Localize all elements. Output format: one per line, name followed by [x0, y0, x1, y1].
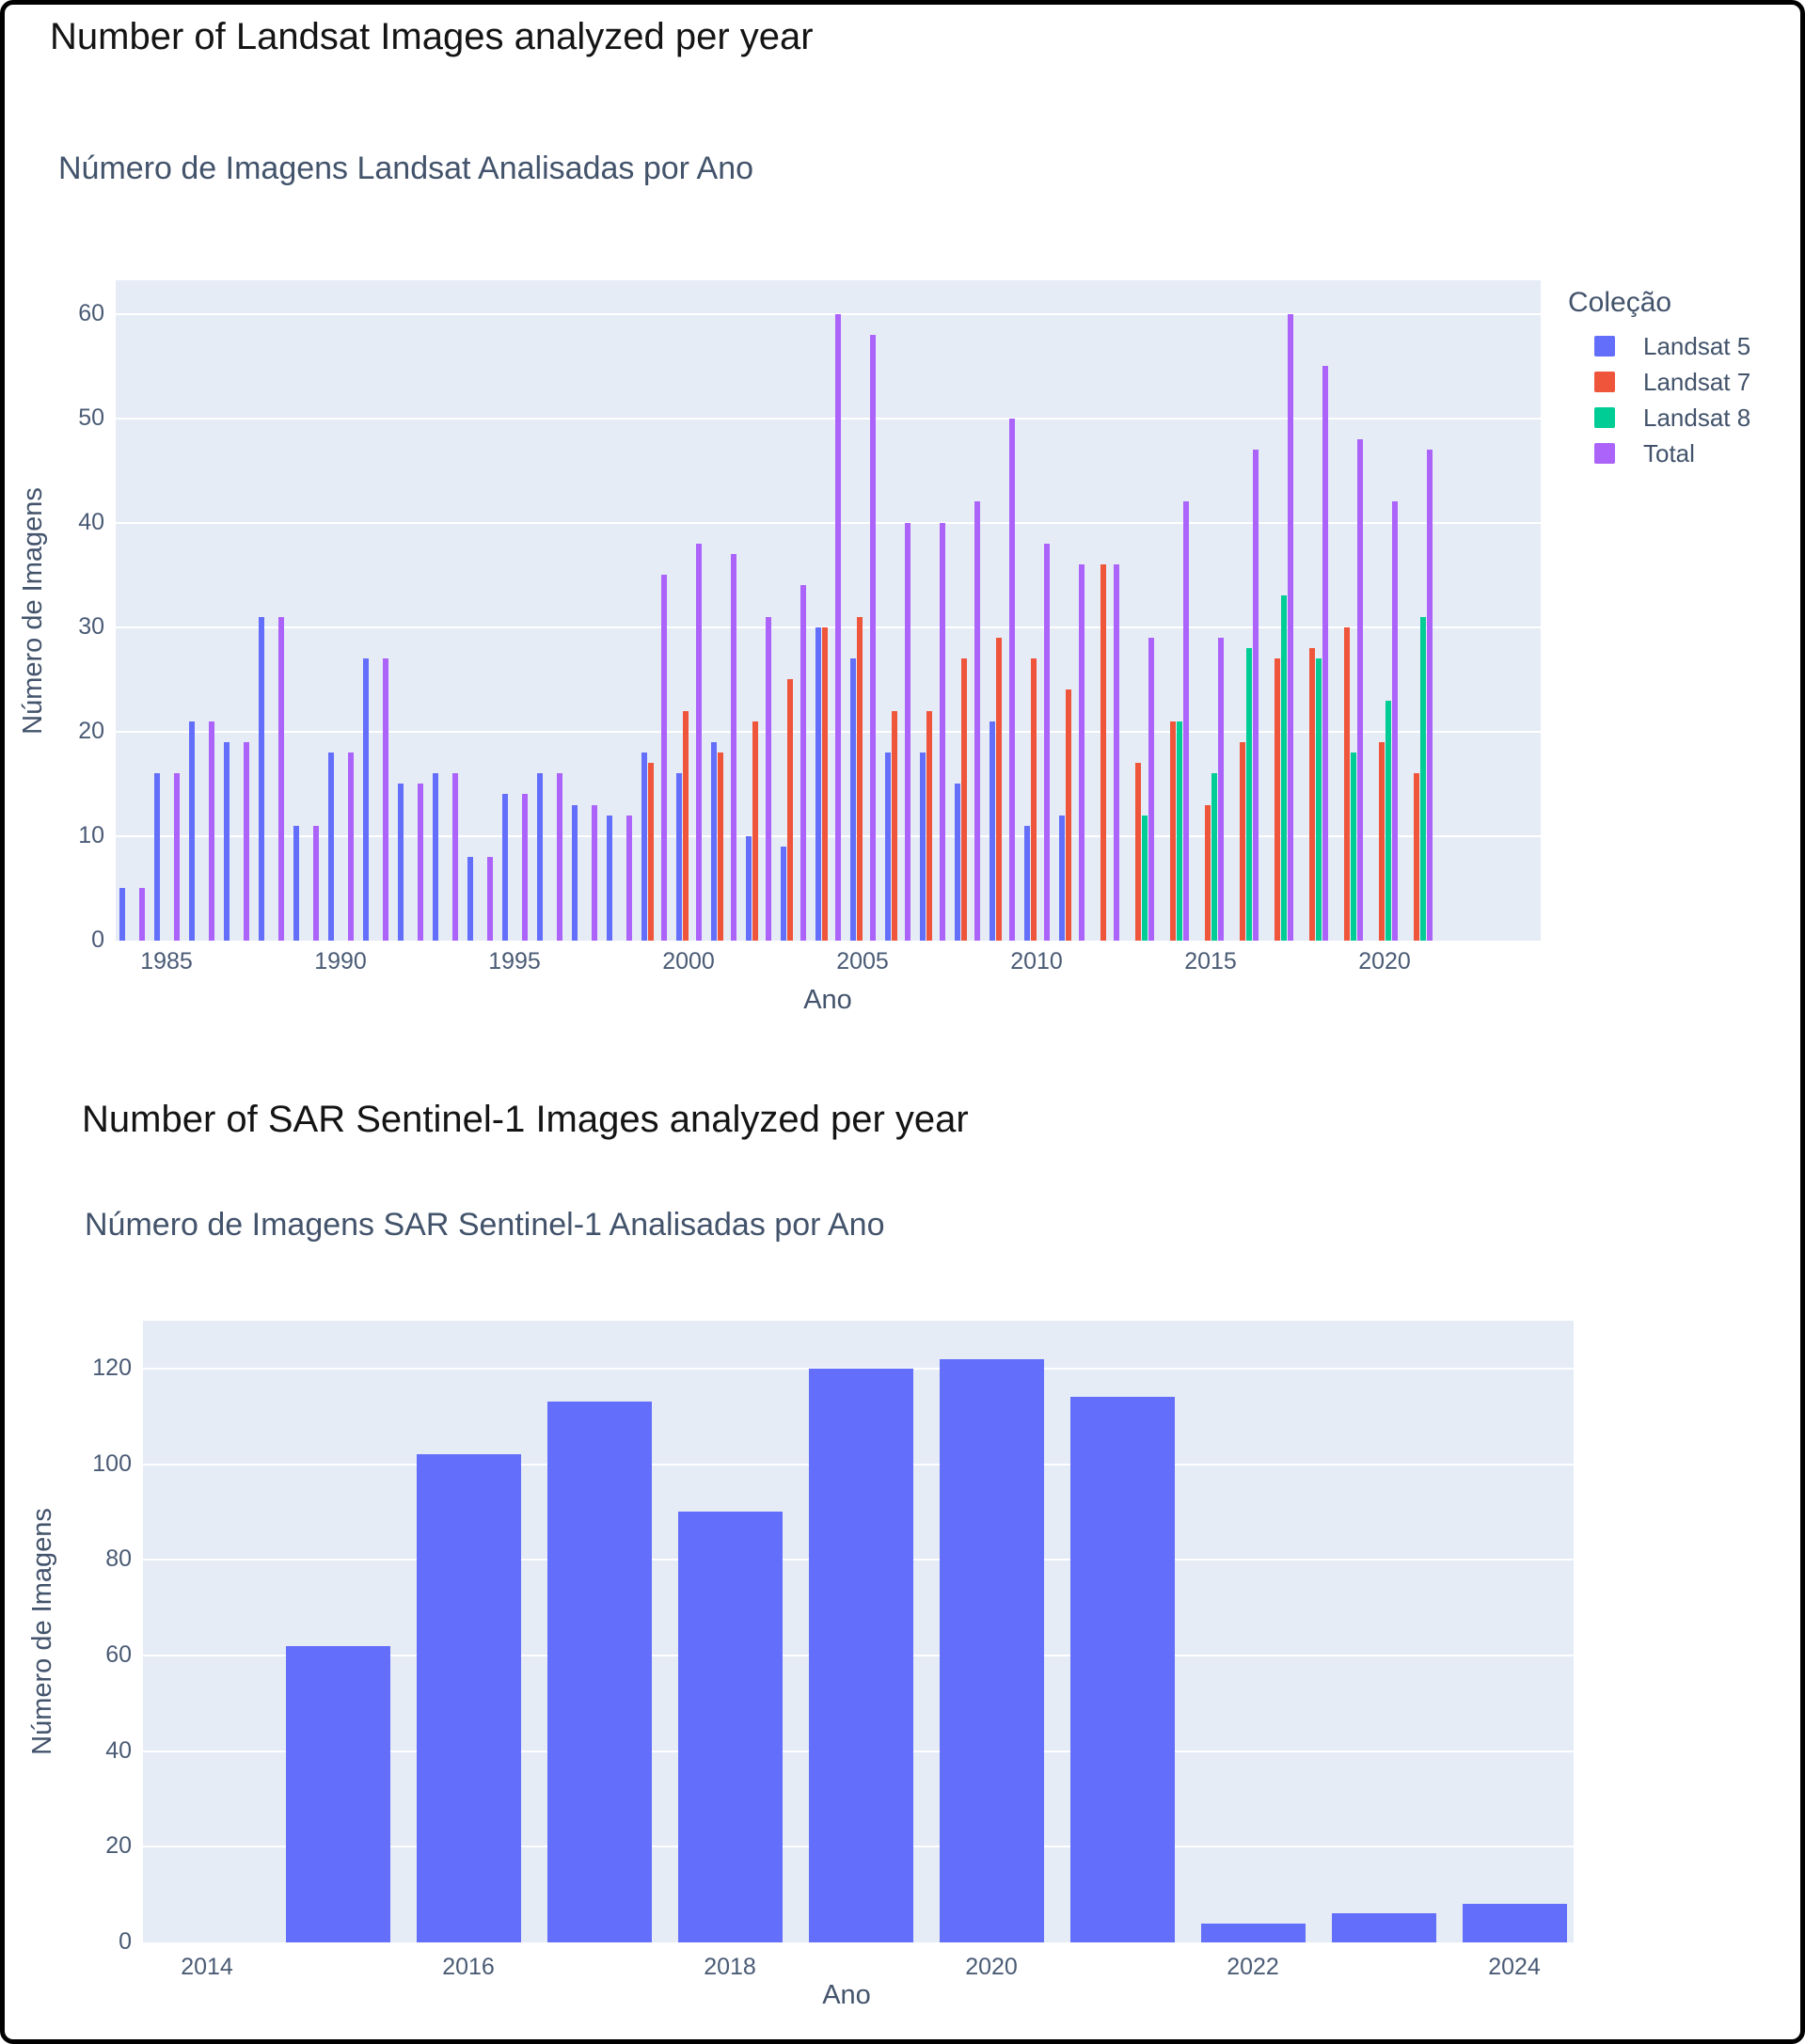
chart2-x-axis-title: Ano: [822, 1980, 871, 2010]
bar-landsat-landsat5-1995[interactable]: [502, 794, 508, 941]
bar-landsat-landsat5-2006[interactable]: [885, 753, 891, 941]
y-tick-label: 60: [78, 299, 104, 326]
bar-landsat-landsat5-1992[interactable]: [398, 784, 404, 941]
legend-swatch-icon: [1594, 336, 1615, 357]
bar-landsat-landsat8-2014[interactable]: [1177, 721, 1182, 941]
bar-landsat-total-2014[interactable]: [1183, 501, 1189, 941]
y-tick-label: 30: [78, 612, 104, 640]
bar-landsat-total-2020[interactable]: [1392, 501, 1398, 941]
x-tick-label: 2014: [181, 1954, 233, 1980]
y-tick-label: 50: [78, 404, 104, 431]
bar-landsat-landsat7-2001[interactable]: [718, 753, 723, 941]
bar-landsat-total-1986[interactable]: [209, 721, 214, 941]
bar-landsat-total-2000[interactable]: [696, 544, 702, 941]
bar-landsat-total-2017[interactable]: [1288, 314, 1293, 941]
bar-landsat-landsat7-2005[interactable]: [857, 617, 863, 941]
bar-sar-2016[interactable]: [417, 1454, 521, 1942]
bar-landsat-landsat8-2016[interactable]: [1246, 648, 1252, 941]
heading-sar: Number of SAR Sentinel-1 Images analyzed per year: [82, 1099, 969, 1140]
x-tick-label: 2024: [1488, 1954, 1541, 1980]
legend-swatch-icon: [1594, 443, 1615, 464]
bar-landsat-total-1995[interactable]: [522, 794, 528, 941]
bar-landsat-total-1996[interactable]: [557, 773, 562, 941]
bar-landsat-total-2003[interactable]: [800, 585, 806, 941]
bar-landsat-landsat5-1998[interactable]: [607, 816, 612, 941]
legend-item-label: Landsat 7: [1643, 367, 1751, 396]
x-tick-label: 2020: [965, 1954, 1018, 1980]
bar-landsat-landsat5-2003[interactable]: [781, 847, 786, 941]
y-tick-label: 10: [78, 821, 104, 848]
bar-landsat-landsat7-2002[interactable]: [752, 721, 758, 941]
bar-landsat-total-1997[interactable]: [592, 805, 597, 941]
chart1-legend: [1568, 287, 1805, 475]
chart1-y-axis-title: Número de Imagens: [17, 486, 48, 735]
bar-landsat-landsat7-2018[interactable]: [1309, 648, 1315, 941]
chart2-title: Número de Imagens SAR Sentinel-1 Analisadas por Ano: [85, 1207, 885, 1243]
bar-landsat-landsat5-1990[interactable]: [328, 753, 334, 941]
bar-landsat-landsat5-1984[interactable]: [119, 888, 125, 941]
bar-landsat-landsat5-2002[interactable]: [746, 836, 752, 941]
legend-swatch-icon: [1594, 372, 1615, 392]
bar-sar-2015[interactable]: [286, 1646, 390, 1942]
bar-landsat-landsat5-1999[interactable]: [641, 753, 647, 941]
bar-landsat-landsat5-2005[interactable]: [850, 658, 856, 941]
bar-landsat-total-2008[interactable]: [974, 501, 980, 941]
y-tick-label: 20: [78, 717, 104, 744]
legend-item-label: Landsat 5: [1643, 331, 1751, 360]
bar-sar-2023[interactable]: [1332, 1913, 1436, 1942]
bar-landsat-landsat7-2011[interactable]: [1066, 689, 1071, 941]
x-tick-label: 2000: [662, 948, 715, 974]
bar-landsat-landsat7-2016[interactable]: [1240, 742, 1245, 941]
bar-landsat-total-2010[interactable]: [1044, 544, 1050, 941]
bar-landsat-landsat7-2006[interactable]: [892, 711, 897, 941]
y-tick-label: 40: [105, 1736, 132, 1764]
bar-landsat-landsat5-2007[interactable]: [920, 753, 926, 941]
bar-landsat-total-1993[interactable]: [452, 773, 458, 941]
bar-landsat-total-1994[interactable]: [487, 857, 493, 941]
x-tick-label: 2015: [1184, 948, 1237, 974]
legend-item-landsat-5[interactable]: [1568, 332, 1805, 360]
bar-sar-2020[interactable]: [940, 1359, 1044, 1942]
bar-landsat-landsat5-1994[interactable]: [467, 857, 473, 941]
bar-landsat-landsat5-1993[interactable]: [433, 773, 438, 941]
bar-landsat-landsat7-2012[interactable]: [1100, 564, 1106, 941]
y-tick-label: 120: [92, 1354, 132, 1381]
bar-landsat-total-1992[interactable]: [418, 784, 423, 941]
bar-landsat-total-1987[interactable]: [244, 742, 249, 941]
bar-landsat-total-1985[interactable]: [174, 773, 180, 941]
bar-landsat-total-2002[interactable]: [766, 617, 771, 941]
bar-sar-2024[interactable]: [1463, 1904, 1567, 1942]
legend-title: Coleção: [1568, 287, 1672, 318]
x-tick-label: 2020: [1358, 948, 1411, 974]
bar-landsat-landsat5-1986[interactable]: [189, 721, 195, 941]
chart1-title: Número de Imagens Landsat Analisadas por Ano: [58, 151, 754, 186]
gridline: [116, 313, 1541, 315]
bar-landsat-landsat5-2011[interactable]: [1059, 816, 1065, 941]
bar-landsat-total-2011[interactable]: [1079, 564, 1085, 941]
y-tick-label: 0: [119, 1928, 132, 1955]
bar-landsat-total-1984[interactable]: [139, 888, 145, 941]
bar-landsat-total-1999[interactable]: [661, 575, 667, 941]
y-tick-label: 80: [105, 1545, 132, 1573]
bar-landsat-landsat7-2021[interactable]: [1414, 773, 1419, 941]
bar-landsat-landsat7-1999[interactable]: [648, 763, 654, 941]
bar-landsat-landsat5-1987[interactable]: [224, 742, 230, 941]
bar-landsat-landsat5-2009[interactable]: [990, 721, 995, 941]
bar-landsat-total-1989[interactable]: [313, 826, 319, 941]
y-tick-label: 40: [78, 508, 104, 535]
bar-landsat-landsat7-2000[interactable]: [683, 711, 689, 941]
legend-item-landsat-8[interactable]: [1568, 404, 1805, 432]
bar-landsat-landsat5-1989[interactable]: [293, 826, 299, 941]
bar-landsat-landsat7-2007[interactable]: [926, 711, 932, 941]
chart1-x-axis-title: Ano: [803, 985, 852, 1015]
bar-landsat-landsat5-1996[interactable]: [537, 773, 543, 941]
bar-landsat-landsat7-2019[interactable]: [1344, 627, 1350, 941]
bar-landsat-total-2013[interactable]: [1148, 638, 1154, 941]
bar-landsat-total-2009[interactable]: [1009, 419, 1015, 941]
bar-landsat-total-2006[interactable]: [905, 523, 910, 941]
bar-landsat-landsat5-2010[interactable]: [1024, 826, 1030, 941]
bar-sar-2019[interactable]: [809, 1369, 913, 1942]
bar-landsat-landsat7-2014[interactable]: [1170, 721, 1176, 941]
x-tick-label: 2018: [704, 1954, 756, 1980]
y-tick-label: 20: [105, 1832, 132, 1860]
bar-landsat-landsat7-2009[interactable]: [996, 638, 1002, 941]
x-tick-label: 1990: [314, 948, 367, 974]
bar-landsat-landsat5-1988[interactable]: [259, 617, 264, 941]
heading-landsat: Number of Landsat Images analyzed per year: [50, 16, 814, 57]
y-tick-label: 0: [91, 927, 104, 953]
bar-landsat-landsat7-2015[interactable]: [1205, 805, 1211, 941]
x-tick-label: 2010: [1010, 948, 1063, 974]
bar-landsat-landsat8-2019[interactable]: [1351, 753, 1356, 941]
bar-landsat-total-2015[interactable]: [1218, 638, 1224, 941]
x-tick-label: 2016: [442, 1954, 495, 1980]
bar-landsat-landsat8-2015[interactable]: [1211, 773, 1217, 941]
bar-sar-2018[interactable]: [678, 1512, 783, 1942]
bar-landsat-total-2021[interactable]: [1427, 450, 1433, 941]
chart2-y-axis-title: Número de Imagens: [26, 1507, 57, 1755]
bar-landsat-total-2007[interactable]: [940, 523, 945, 941]
legend-item-landsat-7[interactable]: [1568, 368, 1805, 396]
legend-item-total[interactable]: [1568, 439, 1805, 467]
bar-landsat-landsat5-1991[interactable]: [363, 658, 369, 941]
bar-landsat-total-2012[interactable]: [1114, 564, 1119, 941]
bar-landsat-landsat5-2001[interactable]: [711, 742, 717, 941]
legend-swatch-icon: [1594, 407, 1615, 428]
x-tick-label: 1995: [488, 948, 541, 974]
bar-landsat-landsat7-2017[interactable]: [1275, 658, 1280, 941]
y-tick-label: 60: [105, 1640, 132, 1668]
bar-landsat-landsat7-2013[interactable]: [1135, 763, 1141, 941]
bar-landsat-total-2016[interactable]: [1253, 450, 1259, 941]
bar-landsat-total-2001[interactable]: [731, 554, 736, 941]
bar-landsat-total-1991[interactable]: [383, 658, 388, 941]
bar-landsat-landsat7-2003[interactable]: [787, 679, 793, 941]
bar-landsat-landsat5-2000[interactable]: [676, 773, 682, 941]
bar-landsat-landsat5-2004[interactable]: [815, 627, 821, 941]
bar-landsat-landsat7-2004[interactable]: [822, 627, 828, 941]
bar-landsat-landsat7-2010[interactable]: [1031, 658, 1037, 941]
y-tick-label: 100: [92, 1450, 132, 1477]
bar-landsat-landsat5-1985[interactable]: [154, 773, 160, 941]
bar-landsat-total-2004[interactable]: [835, 314, 841, 941]
bar-landsat-total-1990[interactable]: [348, 753, 354, 941]
x-tick-label: 2005: [836, 948, 889, 974]
bar-sar-2022[interactable]: [1201, 1924, 1306, 1942]
bar-landsat-landsat5-2008[interactable]: [955, 784, 960, 941]
bar-landsat-total-2018[interactable]: [1322, 366, 1328, 941]
x-tick-label: 1985: [140, 948, 193, 974]
bar-landsat-landsat8-2018[interactable]: [1316, 658, 1322, 941]
bar-landsat-total-2019[interactable]: [1357, 439, 1363, 941]
bar-landsat-landsat7-2008[interactable]: [961, 658, 967, 941]
bar-landsat-landsat8-2017[interactable]: [1281, 595, 1287, 941]
bar-landsat-landsat7-2020[interactable]: [1379, 742, 1385, 941]
bar-landsat-landsat8-2021[interactable]: [1420, 617, 1426, 941]
x-tick-label: 2022: [1227, 1954, 1279, 1980]
bar-landsat-total-1998[interactable]: [626, 816, 632, 941]
bar-landsat-landsat5-1997[interactable]: [572, 805, 578, 941]
bar-landsat-total-2005[interactable]: [870, 335, 876, 941]
bar-landsat-landsat8-2020[interactable]: [1385, 701, 1391, 941]
bar-sar-2021[interactable]: [1070, 1397, 1175, 1942]
bar-sar-2017[interactable]: [547, 1402, 652, 1942]
bar-landsat-total-1988[interactable]: [278, 617, 284, 941]
legend-item-label: Total: [1643, 438, 1695, 467]
bar-landsat-landsat8-2013[interactable]: [1142, 816, 1148, 941]
legend-item-label: Landsat 8: [1643, 403, 1751, 432]
